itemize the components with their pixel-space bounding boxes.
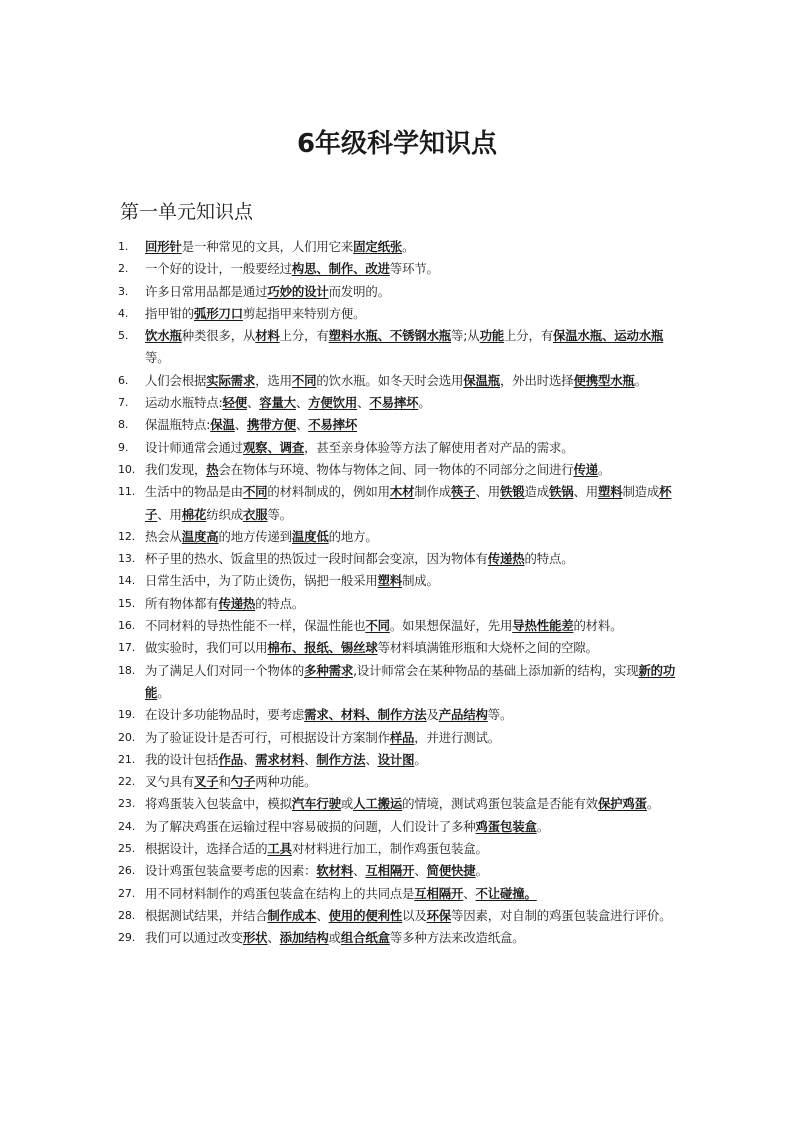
- list-item-number: 29.: [118, 931, 136, 945]
- text-run: 等因素，对自制的鸡蛋包装盒进行评价。: [451, 907, 672, 923]
- text-run: 。: [157, 684, 170, 700]
- text-run: 的情境，测试鸡蛋包装盒是否能有效: [402, 796, 598, 812]
- list-item: [118, 927, 686, 949]
- list-item-number: 3.: [118, 284, 129, 298]
- text-run: 、用: [475, 484, 501, 500]
- key-term: 勺子: [230, 774, 256, 790]
- text-run: 、用: [573, 484, 598, 500]
- key-term: 塑料水瓶、不锈钢水瓶: [328, 328, 452, 344]
- key-term: 互相隔开: [414, 885, 464, 901]
- key-term: 温度低: [291, 528, 329, 544]
- list-item-number: 22.: [118, 775, 136, 789]
- text-run: 。: [418, 395, 431, 411]
- key-term: 衣服: [242, 506, 268, 522]
- list-item-text: [145, 281, 686, 303]
- list-item-text: [145, 570, 686, 592]
- list-item-text: [145, 816, 686, 838]
- list-item-text: [145, 838, 686, 860]
- text-run: 许多日常用品都是通过: [145, 283, 268, 299]
- list-item-number: 2.: [118, 262, 129, 276]
- list-item-text: [145, 793, 686, 815]
- key-term: 需求、材料、制作方法: [304, 707, 427, 723]
- key-term: 铁锻: [500, 484, 525, 500]
- key-term: 热: [206, 461, 219, 477]
- list-item-text: [145, 481, 686, 526]
- text-run: 、: [316, 907, 329, 923]
- text-run: ，选用: [255, 372, 292, 388]
- key-term: 弧形刀口: [193, 305, 243, 321]
- text-run: 、: [295, 417, 309, 433]
- list-item-text: [145, 526, 686, 548]
- key-term: 叉子: [193, 774, 219, 790]
- key-term: 携带方便: [246, 417, 296, 433]
- list-item-number: 19.: [118, 708, 136, 722]
- list-item: [118, 771, 686, 793]
- key-term: 木材: [389, 484, 415, 500]
- text-run: 、: [414, 863, 427, 879]
- list-item: [118, 325, 686, 370]
- document-title: 6年级科学知识点: [296, 129, 498, 159]
- list-item-number: 24.: [118, 819, 136, 833]
- list-item-number: 18.: [118, 663, 136, 677]
- key-term: 容量大: [259, 395, 296, 411]
- text-run: 为了解决鸡蛋在运输过程中容易破损的问题，人们设计了多种: [145, 818, 476, 834]
- list-item-text: [145, 437, 686, 459]
- list-item-number: 8.: [118, 418, 129, 432]
- list-item: [118, 593, 686, 615]
- list-item: [118, 883, 686, 905]
- text-run: 而发明的。: [328, 283, 390, 299]
- list-item: [118, 414, 686, 436]
- list-item-number: 13.: [118, 552, 136, 566]
- text-run: 叉勺具有: [145, 774, 194, 790]
- text-run: 运动水瓶特点:: [145, 395, 223, 411]
- key-term: 制作方法: [316, 751, 366, 767]
- text-run: 、: [353, 863, 366, 879]
- key-term: 观察、调查: [242, 439, 305, 455]
- list-item-text: [145, 727, 686, 749]
- text-run: 人们会根据: [145, 372, 207, 388]
- text-run: 及: [426, 707, 439, 723]
- text-run: 。: [402, 239, 415, 254]
- list-item-text: [145, 905, 686, 927]
- list-item-text: [145, 883, 686, 905]
- list-item-text: [145, 704, 686, 726]
- list-item: [118, 793, 686, 815]
- text-run: 一个好的设计，一般要经过: [145, 261, 292, 277]
- text-run: 。: [475, 863, 488, 879]
- list-item: [118, 258, 686, 280]
- key-term: 人工搬运: [353, 796, 403, 812]
- list-item-number: 6.: [118, 373, 129, 387]
- list-item: [118, 303, 686, 325]
- list-item-text: [145, 637, 686, 659]
- key-term: 作品: [218, 751, 243, 767]
- key-term: 鸡蛋包装盒: [475, 818, 537, 834]
- text-run: 生活中的物品是由: [145, 484, 243, 500]
- key-term: 不同: [242, 484, 268, 500]
- list-item-text: [145, 370, 686, 392]
- key-term: 产品结构: [438, 707, 488, 723]
- list-item-text: [145, 860, 686, 882]
- text-run: 等;从: [451, 328, 480, 344]
- text-run: 、: [463, 885, 476, 901]
- list-item: [118, 905, 686, 927]
- key-term: 使用的便利性: [328, 907, 403, 923]
- key-term: 便携型水瓶: [573, 372, 635, 388]
- list-item-text: [145, 459, 686, 481]
- text-run: 根据设计，选择合适的: [145, 841, 268, 857]
- list-item-number: 26.: [118, 864, 136, 878]
- key-term: 塑料: [377, 573, 403, 589]
- text-run: ，甚至亲身体验等方法了解使用者对产品的需求。: [304, 439, 574, 455]
- text-run: 、: [242, 751, 256, 767]
- text-run: 等环节。: [389, 261, 439, 277]
- key-term: 添加结构: [279, 930, 329, 946]
- list-item-number: 28.: [118, 908, 136, 922]
- list-item-number: 7.: [118, 396, 129, 410]
- list-item-text: [145, 414, 686, 436]
- key-term: 不让碰撞。: [475, 885, 537, 901]
- text-run: 是一种常见的文具，人们用它来: [181, 239, 354, 254]
- text-run: 等。: [145, 350, 170, 366]
- text-run: 日常生活中，为了防止烫伤，锅把一般采用: [145, 573, 378, 589]
- key-term: 需求材料: [255, 751, 305, 767]
- key-term: 铁锅: [548, 484, 574, 500]
- text-run: 、: [357, 395, 370, 411]
- text-run: 热会从: [145, 528, 182, 544]
- list-item-number: 10.: [118, 462, 136, 476]
- list-item-text: [145, 749, 686, 771]
- text-run: 或: [340, 796, 354, 812]
- key-term: 新的功能: [145, 662, 676, 700]
- text-run: 在设计多功能物品时，要考虑: [145, 707, 305, 723]
- text-run: 等。: [267, 506, 292, 522]
- text-run: 制成。: [402, 573, 439, 589]
- list-item: [118, 660, 686, 705]
- list-item-text: [145, 392, 686, 414]
- list-item: [118, 281, 686, 303]
- text-run: 、: [267, 930, 280, 946]
- knowledge-point-list: [118, 236, 686, 950]
- text-run: 。: [536, 818, 549, 834]
- list-item: [118, 236, 686, 258]
- text-run: 会在物体与环境、物体与物体之间、同一物体的不同部分之间进行: [218, 461, 574, 477]
- list-item-number: 9.: [118, 440, 129, 454]
- text-run: 、: [365, 751, 378, 767]
- text-run: ，并进行测试。: [414, 729, 500, 745]
- list-item-number: 14.: [118, 574, 136, 588]
- list-item-text: [145, 303, 686, 325]
- text-run: 所有物体都有: [145, 595, 219, 611]
- text-run: 制作成: [414, 484, 452, 500]
- key-term: 组合纸盒: [340, 930, 390, 946]
- list-item-text: [145, 660, 686, 705]
- text-run: 设计师通常会通过: [145, 439, 243, 455]
- list-item-text: [145, 325, 686, 370]
- key-term: 环保: [426, 907, 452, 923]
- text-run: 保温瓶特点:: [145, 417, 211, 433]
- text-run: 不同材料的导热性能不一样，保温性能也: [145, 618, 366, 634]
- text-run: 等材料填满锥形瓶和大烧杯之间的空隙。: [377, 640, 598, 656]
- text-run: 造成: [524, 484, 549, 500]
- text-run: 做实验时，我们可以用: [145, 640, 268, 656]
- text-run: 上分，有: [504, 328, 554, 344]
- text-run: 我的设计包括: [145, 751, 219, 767]
- key-term: 传递: [573, 461, 598, 477]
- text-run: 的地方传递到: [218, 528, 292, 544]
- list-item-number: 25.: [118, 842, 136, 856]
- list-item-text: [145, 615, 686, 637]
- list-item: [118, 459, 686, 481]
- key-term: 温度高: [181, 528, 219, 544]
- text-run: 的特点。: [255, 595, 305, 611]
- text-run: 制造成: [622, 484, 660, 500]
- text-run: 对材料进行加工，制作鸡蛋包装盒。: [291, 841, 488, 857]
- key-term: 杯子: [145, 484, 672, 522]
- key-term: 简便快捷: [426, 863, 476, 879]
- key-term: 多种需求: [304, 662, 354, 678]
- text-run: 、: [304, 751, 317, 767]
- key-term: 棉花: [181, 506, 207, 522]
- text-run: 。如果想保温好，先用: [389, 618, 513, 634]
- list-item-number: 16.: [118, 619, 136, 633]
- key-term: 样品: [389, 729, 415, 745]
- key-term: 保温: [210, 417, 235, 433]
- text-run: 我们可以通过改变: [145, 930, 243, 946]
- list-item: [118, 570, 686, 592]
- key-term: 导热性能差: [512, 618, 574, 634]
- text-run: 种类很多，从: [181, 328, 256, 344]
- text-run: 上分，有: [279, 328, 329, 344]
- list-item-text: [145, 593, 686, 615]
- list-item: [118, 370, 686, 392]
- list-item-number: 23.: [118, 797, 136, 811]
- list-item: [118, 838, 686, 860]
- key-term: 塑料: [597, 484, 623, 500]
- text-run: 根据测试结果，并结合: [145, 907, 268, 923]
- list-item-number: 15.: [118, 596, 136, 610]
- key-term: 构思、制作、改进: [291, 261, 390, 277]
- key-term: 筷子: [451, 484, 476, 500]
- list-item-number: 1.: [118, 240, 129, 253]
- text-run: 指甲钳的: [145, 305, 194, 321]
- key-term: 设计图: [377, 751, 415, 767]
- text-run: 等。: [487, 707, 513, 723]
- key-term: 方便饮用: [308, 395, 358, 411]
- key-term: 棉布、报纸、锡丝球: [267, 640, 378, 656]
- list-item-number: 17.: [118, 641, 136, 655]
- text-run: 、: [246, 395, 260, 411]
- list-item-number: 12.: [118, 529, 136, 543]
- text-run: 的地方。: [328, 528, 378, 544]
- text-run: ，外出时选择: [500, 372, 574, 388]
- list-item-number: 21.: [118, 752, 136, 766]
- key-term: 保温水瓶、运动水瓶: [553, 328, 664, 344]
- text-run: 或: [328, 930, 341, 946]
- text-run: 。: [597, 461, 611, 477]
- list-item: [118, 548, 686, 570]
- key-term: 固定纸张: [353, 239, 403, 254]
- text-run: 我们发现，: [145, 461, 207, 477]
- key-term: 不同: [291, 372, 317, 388]
- text-run: 的材料制成的，例如用: [267, 484, 390, 500]
- text-run: 用不同材料制作的鸡蛋包装盒在结构上的共同点是: [145, 885, 415, 901]
- text-run: 和: [218, 774, 231, 790]
- text-run: 设计鸡蛋包装盒要考虑的因素：: [145, 863, 317, 879]
- key-term: 互相隔开: [365, 863, 415, 879]
- list-item: [118, 526, 686, 548]
- list-item: [118, 437, 686, 459]
- key-term: 制作成本: [267, 907, 317, 923]
- list-item: [118, 637, 686, 659]
- list-item-number: 11.: [118, 485, 136, 499]
- list-item-number: 5.: [118, 329, 129, 343]
- key-term: 软材料: [316, 863, 354, 879]
- text-run: 纺织成: [206, 506, 243, 522]
- text-run: 的饮水瓶。如冬天时会选用: [316, 372, 464, 388]
- key-term: 实际需求: [206, 372, 256, 388]
- text-run: 杯子里的热水、饭盒里的热饭过一段时间都会变凉，因为物体有: [145, 551, 488, 567]
- list-item: [118, 816, 686, 838]
- list-item-text: [145, 258, 686, 280]
- text-run: 为了验证设计是否可行，可根据设计方案制作: [145, 729, 390, 745]
- key-term: 传递热: [487, 551, 525, 567]
- text-run: 、: [295, 395, 309, 411]
- text-run: 。: [646, 796, 660, 812]
- list-item: [118, 481, 686, 526]
- key-term: 轻便: [222, 395, 247, 411]
- text-run: 。: [414, 751, 427, 767]
- key-term: 巧妙的设计: [267, 283, 329, 299]
- list-item: [118, 392, 686, 414]
- key-term: 饮水瓶: [145, 328, 182, 344]
- key-term: 不易摔坏: [308, 417, 358, 433]
- key-term: 材料: [255, 328, 280, 344]
- text-run: 、用: [157, 506, 182, 522]
- key-term: 汽车行驶: [291, 796, 341, 812]
- list-item: [118, 749, 686, 771]
- list-item: [118, 615, 686, 637]
- text-run: 以及: [402, 907, 427, 923]
- list-item-number: 20.: [118, 730, 136, 744]
- list-item-text: [145, 236, 686, 258]
- text-run: 的材料。: [573, 618, 623, 634]
- list-item-text: [145, 548, 686, 570]
- list-item-text: [145, 927, 686, 949]
- text-run: 、: [234, 417, 247, 433]
- list-item: [118, 727, 686, 749]
- key-term: 不同: [365, 618, 390, 634]
- key-term: 不易摔坏: [369, 395, 419, 411]
- text-run: 剪起指甲来特别方便。: [242, 305, 366, 321]
- text-run: 的特点。: [524, 551, 574, 567]
- list-item: [118, 704, 686, 726]
- key-term: 传递热: [218, 595, 256, 611]
- text-run: 为了满足人们对同一个物体的: [145, 662, 305, 678]
- key-term: 保护鸡蛋: [597, 796, 647, 812]
- text-run: 两种功能。: [255, 774, 317, 790]
- text-run: 等多种方法来改造纸盒。: [389, 930, 525, 946]
- key-term: 形状: [242, 930, 268, 946]
- text-run: 将鸡蛋装入包装盒中，模拟: [145, 796, 292, 812]
- list-item-text: [145, 771, 686, 793]
- key-term: 保温瓶: [463, 372, 501, 388]
- key-term: 工具: [267, 841, 292, 857]
- text-run: ,设计师常会在某种物品的基础上添加新的结构，实现: [353, 662, 639, 678]
- section-heading: 第一单元知识点: [120, 201, 254, 223]
- list-item-number: 27.: [118, 886, 136, 900]
- key-term: 功能: [479, 328, 505, 344]
- list-item: [118, 860, 686, 882]
- text-run: 。: [634, 372, 647, 388]
- list-item-number: 4.: [118, 306, 129, 320]
- key-term: 回形针: [145, 239, 182, 254]
